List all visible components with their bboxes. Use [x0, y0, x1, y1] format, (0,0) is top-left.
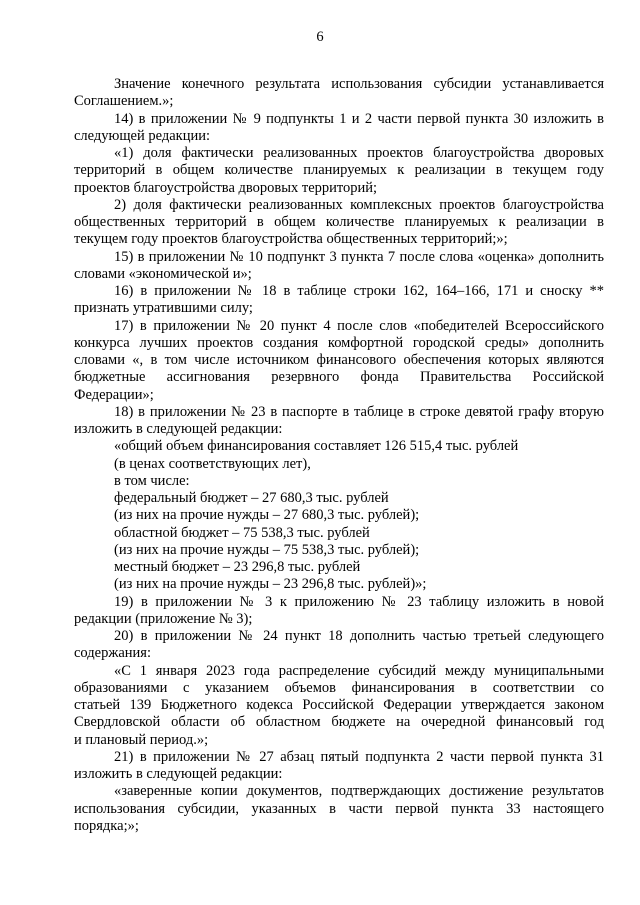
- text-line: 14) в приложении № 9 подпункты 1 и 2 части первой пункта 30 изложить в: [114, 110, 604, 127]
- text-line: общественных территорий в общем количестве планируемых к реализации в: [74, 214, 604, 230]
- text-line: словами «, в том числе источником финансового обеспечения которых являются: [74, 352, 604, 368]
- text-line: следующей редакции:: [74, 127, 211, 144]
- text-line: (из них на прочие нужды – 27 680,3 тыс. рублей);: [114, 507, 420, 524]
- document-body: [74, 76, 604, 835]
- text-line: и плановый период.»;: [74, 731, 209, 748]
- text-line: 21) в приложении № 27 абзац пятый подпункта 2 части первой пункта 31: [114, 748, 604, 765]
- text-line: 18) в приложении № 23 в паспорте в таблице в строке девятой графу вторую: [114, 403, 604, 420]
- page-number: 6: [316, 29, 324, 45]
- text-line: 20) в приложении № 24 пункт 18 дополнить частью третьей следующего: [114, 628, 604, 644]
- text-line: Федерации»;: [74, 386, 154, 403]
- text-line: проектов благоустройства дворовых территорий;: [74, 179, 378, 196]
- text-line: 15) в приложении № 10 подпункт 3 пункта 7 после слова «оценка» дополнить: [114, 248, 604, 265]
- text-line: Свердловской области об областном бюджете на очередной финансовый год: [74, 714, 604, 731]
- text-line: изложить в следующей редакции:: [74, 421, 283, 437]
- text-line: Значение конечного результата использования субсидии устанавливается: [114, 76, 604, 92]
- text-line: 17) в приложении № 20 пункт 4 после слов «победителей Всероссийского: [114, 317, 604, 334]
- text-line: в том числе:: [114, 472, 190, 489]
- text-line: 16) в приложении № 18 в таблице строки 162, 164–166, 171 и сноску **: [114, 283, 604, 299]
- text-line: территорий в общем количестве планируемых к реализации в текущем году: [74, 162, 604, 179]
- text-line: образованиями с указанием объемов финансирования в соответствии со: [74, 679, 604, 696]
- text-line: областной бюджет – 75 538,3 тыс. рублей: [114, 524, 370, 541]
- text-line: бюджетные ассигнования резервного фонда Правительства Российской: [74, 369, 604, 386]
- text-line: Соглашением.»;: [74, 93, 174, 110]
- text-line: 19) в приложении № 3 к приложению № 23 таблицу изложить в новой: [114, 593, 604, 610]
- text-line: «С 1 января 2023 года распределение субсидий между муниципальными: [114, 662, 604, 679]
- text-line: редакции (приложение № 3);: [74, 610, 253, 627]
- text-line: порядка;»;: [74, 817, 139, 834]
- text-line: местный бюджет – 23 296,8 тыс. рублей: [114, 559, 361, 575]
- text-line: конкурса лучших проектов создания комфортной городской среды» дополнить: [74, 334, 604, 351]
- text-line: «заверенные копии документов, подтверждающих достижение результатов: [114, 783, 604, 800]
- text-line: 2) доля фактически реализованных комплексных проектов благоустройства: [114, 196, 604, 213]
- text-line: (в ценах соответствующих лет),: [114, 455, 311, 472]
- text-line: словами «экономической и»;: [74, 265, 252, 282]
- text-line: признать утратившими силу;: [74, 300, 253, 317]
- text-line: «общий объем финансирования составляет 126 515,4 тыс. рублей: [114, 438, 519, 455]
- text-line: статьей 139 Бюджетного кодекса Российской Федерации утверждается законом: [74, 697, 604, 713]
- text-line: (из них на прочие нужды – 23 296,8 тыс. рублей)»;: [114, 576, 427, 593]
- text-line: (из них на прочие нужды – 75 538,3 тыс. рублей);: [114, 541, 420, 558]
- text-line: текущем году проектов благоустройства общественных территорий;»;: [74, 231, 508, 248]
- text-line: изложить в следующей редакции:: [74, 766, 283, 782]
- text-line: содержания:: [74, 645, 152, 662]
- text-line: использования субсидии, указанных в части первой пункта 33 настоящего: [74, 800, 604, 817]
- text-line: «1) доля фактически реализованных проектов благоустройства дворовых: [114, 145, 604, 161]
- text-line: федеральный бюджет – 27 680,3 тыс. рублей: [114, 490, 389, 506]
